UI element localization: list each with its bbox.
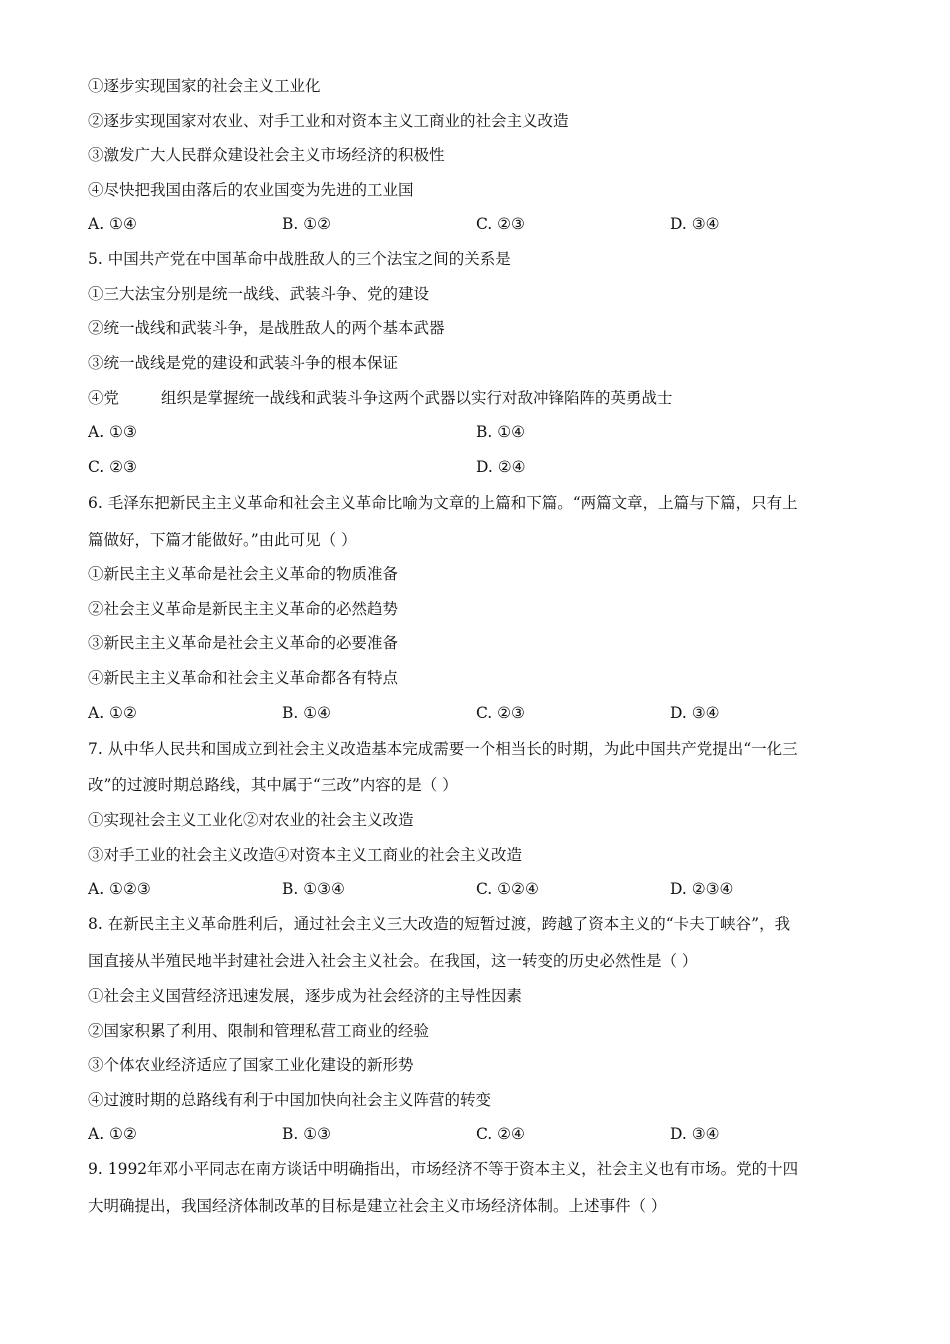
q6-options [88, 703, 868, 723]
q7-stem-line-1: 7. 从中华人民共和国成立到社会主义改造基本完成需要一个相当长的时期，为此中国共产党提出“一化三 [88, 740, 798, 758]
q7-stem-line-2: 改”的过渡时期总路线，其中属于“三改”内容的是（ ） [88, 776, 458, 794]
q7-option-b[interactable]: B. ①③④ [282, 880, 345, 898]
q5-item-4-text: 组织是掌握统一战线和武装斗争这两个武器以实行对敌冲锋陷阵的英勇战士 [161, 389, 673, 407]
q4-option-a[interactable]: A. ①④ [88, 215, 137, 233]
q4-item-4: ④尽快把我国由落后的农业国变为先进的工业国 [88, 181, 414, 199]
q6-option-d[interactable]: D. ③④ [670, 704, 720, 722]
q8-item-3: ③个体农业经济适应了国家工业化建设的新形势 [88, 1056, 414, 1074]
q8-stem-line-2: 国直接从半殖民地半封建社会进入社会主义社会。在我国，这一转变的历史必然性是（ ） [88, 952, 698, 970]
q8-item-1: ①社会主义国营经济迅速发展，逐步成为社会经济的主导性因素 [88, 987, 523, 1005]
q8-option-a[interactable]: A. ①② [88, 1125, 137, 1143]
q5-item-4-prefix: ④党 [88, 389, 120, 407]
q5-item-2: ②统一战线和武装斗争，是战胜敌人的两个基本武器 [88, 319, 445, 337]
q6-item-2: ②社会主义革命是新民主主义革命的必然趋势 [88, 600, 399, 618]
q6-item-1: ①新民主主义革命是社会主义革命的物质准备 [88, 565, 399, 583]
q6-item-3: ③新民主主义革命是社会主义革命的必要准备 [88, 634, 399, 652]
q5-options-row-1 [88, 422, 868, 442]
q8-item-2: ②国家积累了利用、限制和管理私营工商业的经验 [88, 1022, 430, 1040]
q5-options-row-2 [88, 457, 868, 477]
q7-item-1: ①实现社会主义工业化②对农业的社会主义改造 [88, 811, 414, 829]
q9-stem-line-1: 9. 1992年邓小平同志在南方谈话中明确指出，市场经济不等于资本主义，社会主义也有市场。党的十四 [88, 1160, 799, 1178]
q5-option-c[interactable]: C. ②③ [88, 458, 137, 476]
q4-option-d[interactable]: D. ③④ [670, 215, 720, 233]
q5-option-d[interactable]: D. ②④ [476, 458, 526, 476]
q4-option-b[interactable]: B. ①② [282, 215, 332, 233]
q8-item-4: ④过渡时期的总路线有利于中国加快向社会主义阵营的转变 [88, 1091, 492, 1109]
q4-option-c[interactable]: C. ②③ [476, 215, 525, 233]
q6-stem-line-2: 篇做好，下篇才能做好。”由此可见（ ） [88, 531, 357, 549]
q8-option-c[interactable]: C. ②④ [476, 1125, 525, 1143]
q7-option-c[interactable]: C. ①②④ [476, 880, 539, 898]
q8-option-b[interactable]: B. ①③ [282, 1125, 332, 1143]
q6-option-b[interactable]: B. ①④ [282, 704, 332, 722]
q8-stem-line-1: 8. 在新民主主义革命胜利后，通过社会主义三大改造的短暂过渡，跨越了资本主义的“卡夫丁峡谷”，我 [88, 915, 791, 933]
q6-option-a[interactable]: A. ①② [88, 704, 137, 722]
q4-item-1: ①逐步实现国家的社会主义工业化 [88, 77, 321, 95]
q4-item-3: ③激发广大人民群众建设社会主义市场经济的积极性 [88, 146, 445, 164]
q6-stem-line-1: 6. 毛泽东把新民主主义革命和社会主义革命比喻为文章的上篇和下篇。“两篇文章，上篇与下篇，只有上 [88, 494, 798, 512]
q7-options [88, 879, 868, 899]
q5-item-1: ①三大法宝分别是统一战线、武装斗争、党的建设 [88, 285, 430, 303]
q6-option-c[interactable]: C. ②③ [476, 704, 525, 722]
q5-option-b[interactable]: B. ①④ [476, 423, 526, 441]
q4-options [88, 214, 868, 234]
q7-item-2: ③对手工业的社会主义改造④对资本主义工商业的社会主义改造 [88, 846, 523, 864]
q8-option-d[interactable]: D. ③④ [670, 1125, 720, 1143]
q6-item-4: ④新民主主义革命和社会主义革命都各有特点 [88, 669, 399, 687]
q4-item-2: ②逐步实现国家对农业、对手工业和对资本主义工商业的社会主义改造 [88, 112, 569, 130]
q7-option-d[interactable]: D. ②③④ [670, 880, 734, 898]
q5-stem: 5. 中国共产党在中国革命中战胜敌人的三个法宝之间的关系是 [88, 250, 511, 268]
q5-option-a[interactable]: A. ①③ [88, 423, 137, 441]
q5-item-4 [88, 388, 673, 408]
q7-option-a[interactable]: A. ①②③ [88, 880, 151, 898]
q9-stem-line-2: 大明确提出，我国经济体制改革的目标是建立社会主义市场经济体制。上述事件（ ） [88, 1197, 667, 1215]
q8-options [88, 1124, 868, 1144]
q5-item-3: ③统一战线是党的建设和武装斗争的根本保证 [88, 354, 399, 372]
